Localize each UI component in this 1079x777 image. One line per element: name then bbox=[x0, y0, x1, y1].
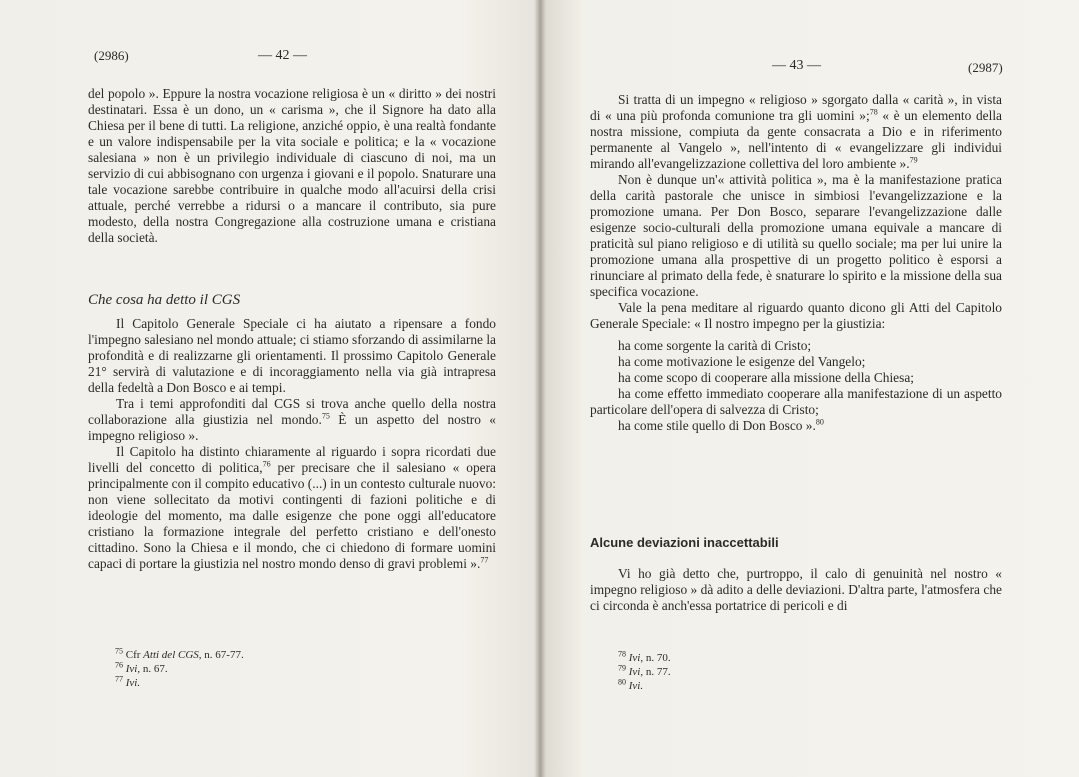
left-page-number: — 42 — bbox=[258, 48, 307, 63]
quote-list-item: ha come sorgente la carità di Cristo; bbox=[618, 338, 812, 353]
footnote-ref-79[interactable]: 79 bbox=[909, 155, 918, 165]
book-gutter bbox=[534, 0, 546, 777]
footnote-ref-80[interactable]: 80 bbox=[815, 417, 824, 427]
left-footnotes bbox=[115, 648, 244, 690]
left-paragraph-3 bbox=[88, 396, 496, 444]
footnote-ref-77[interactable]: 77 bbox=[480, 555, 489, 565]
footnote-number: 79 bbox=[618, 663, 626, 673]
left-paragraph-4 bbox=[88, 444, 496, 572]
right-paragraph-1 bbox=[590, 92, 1002, 172]
footnote-rest: , n. 67. bbox=[137, 663, 168, 675]
footnote-ref-76[interactable]: 76 bbox=[262, 459, 271, 469]
footnote-rest: , n. 70. bbox=[640, 652, 671, 664]
right-page-number: — 43 — bbox=[772, 58, 821, 73]
left-paragraph-4-a: Il Capitolo ha distinto chiaramente al riguardo i sopra ricordati due livelli del concetto di politica, bbox=[88, 444, 496, 475]
right-footnotes bbox=[618, 651, 671, 693]
footnote-italic: Ivi. bbox=[125, 677, 141, 689]
quote-list bbox=[590, 338, 1002, 434]
right-body-block bbox=[590, 92, 1002, 434]
right-paragraph-4-block bbox=[590, 566, 1002, 614]
footnote-ref-78[interactable]: 78 bbox=[869, 107, 878, 117]
footnote-rest: , n. 77. bbox=[640, 666, 671, 678]
footnote-italic: Atti del CGS bbox=[143, 649, 199, 661]
left-section-heading: Che cosa ha detto il CGS bbox=[88, 292, 241, 308]
footnote-number: 76 bbox=[115, 660, 123, 670]
right-paragraph-1-b: « è un elemento della nostra missione, compiuta da gente consacrata a Dio e in riferimento permanente al Vangelo », nell'intento di « evangelizzare gli individui mirando all'evangelizzazione collettiva del loro ambiente ». bbox=[590, 108, 1002, 171]
right-paragraph-3: Vale la pena meditare al riguardo quanto dicono gli Atti del Capitolo Generale Speciale: « Il nostro impegno per la giustizia: bbox=[590, 300, 1002, 331]
footnote-prefix: Cfr bbox=[125, 649, 144, 661]
footnote-80 bbox=[618, 679, 671, 693]
footnote-italic: Ivi bbox=[628, 666, 641, 678]
left-paragraph-1 bbox=[88, 86, 496, 246]
footnote-75 bbox=[115, 648, 244, 662]
footnote-ref-75[interactable]: 75 bbox=[321, 411, 330, 421]
left-body-block bbox=[88, 316, 496, 572]
right-section-heading: Alcune deviazioni inaccettabili bbox=[590, 535, 779, 550]
footnote-76 bbox=[115, 662, 244, 676]
footnote-number: 77 bbox=[115, 674, 123, 684]
footnote-number: 78 bbox=[618, 649, 626, 659]
left-paragraph-3-end: È un aspetto del nostro « impegno religioso ». bbox=[88, 412, 496, 443]
footnote-italic: Ivi bbox=[125, 663, 138, 675]
footnote-italic: Ivi bbox=[628, 652, 641, 664]
footnote-italic: Ivi. bbox=[628, 680, 644, 692]
left-paragraph-3-text: Tra i temi approfonditi dal CGS si trova anche quello della nostra collaborazione alla giustizia nel mondo. bbox=[88, 396, 496, 427]
left-paragraph-2: Il Capitolo Generale Speciale ci ha aiutato a ripensare a fondo l'impegno salesiano nel mondo attuale; ci stiamo sforzando di assimilarne la profondità e di realizzarne gli orientamenti. Il prossimo Capitolo Generale 21° servirà di valutazione e di incoraggiamento nella via già intrapresa della fedeltà a Don Bosco e ai tempi. bbox=[88, 316, 496, 395]
right-paragraph-2: Non è dunque un'« attività politica », ma è la manifestazione pratica della carità pastorale che unisce in simbiosi l'evangelizzazione e la promozione umana. Per Don Bosco, separare l'evangelizzazione dalle esigenze socio-culturali della promozione umana equivale a mancare di praticità sul piano religioso e di utilità su quello sociale; ma per lui unire la promozione umana alla prospettive di un progetto politico è esporsi a rinunciare al primato della fede, è snaturare lo spirito e la missione della sua specifica vocazione. bbox=[590, 172, 1002, 299]
right-paragraph-1-a: Si tratta di un impegno « religioso » sgorgato dalla « carità », in vista di « una più profonda comunione tra gli uomini »; bbox=[590, 92, 1002, 123]
quote-list-item: ha come motivazione le esigenze del Vangelo; bbox=[618, 354, 866, 369]
quote-list-item-text: ha come stile quello di Don Bosco ». bbox=[618, 418, 816, 433]
left-paragraph-4-b: per precisare che il salesiano « opera principalmente con il compito educativo (...) in un contesto culturale nuovo: non viene sollecitato da motivi contingenti di fazioni politiche e di ideologie del momento, ma dalle esigenze che pone oggi all'educatore cristiano la formazione integrale del perfetto cristiano e dell'onesto cittadino. Sono la Chiesa e il mondo, che ci chiedono di formare uomini capaci di portare la giustizia nel nostro mondo denso di gravi problemi ». bbox=[88, 460, 496, 571]
left-running-head-number: (2986) bbox=[94, 48, 129, 63]
quote-list-item: ha come scopo di cooperare alla missione della Chiesa; bbox=[618, 370, 914, 385]
footnote-rest: , n. 67-77. bbox=[198, 649, 244, 661]
footnote-number: 80 bbox=[618, 677, 626, 687]
quote-list-item: ha come effetto immediato cooperare alla manifestazione di un aspetto particolare dell'opera di salvezza di Cristo; bbox=[590, 386, 1002, 417]
left-paragraph-1-text: del popolo ». Eppure la nostra vocazione religiosa è un « diritto » dei nostri destinatari. Essa è un dono, un « carisma », che il Signore ha dato alla Chiesa per il bene di tutti. La religione, anziché oppio, è una realtà fondante e un valore indispensabile per la vita sociale e politica; e la « vocazione salesiana » non è un privilegio individuale di ciascuno di noi, ma un servizio di cui abbisognano con urgenza i giovani e il popolo. Snaturare una tale vocazione sarebbe contribuire in qualche modo all'acuirsi della crisi attuale, perché verrebbe a ridursi o a mancare il contributo, sia pure modesto, della nostra Congregazione alla costruzione umana e cristiana della società. bbox=[88, 86, 496, 245]
footnote-77 bbox=[115, 676, 244, 690]
right-page bbox=[540, 0, 1079, 777]
right-running-head-number: (2987) bbox=[968, 60, 1003, 75]
right-paragraph-4: Vi ho già detto che, purtroppo, il calo di genuinità nel nostro « impegno religioso » dà adito a delle deviazioni. D'altra parte, l'atmosfera che ci circonda è anch'essa portatrice di pericoli e di bbox=[590, 566, 1002, 613]
footnote-number: 75 bbox=[115, 646, 123, 656]
quote-list-item-last bbox=[590, 418, 1002, 434]
